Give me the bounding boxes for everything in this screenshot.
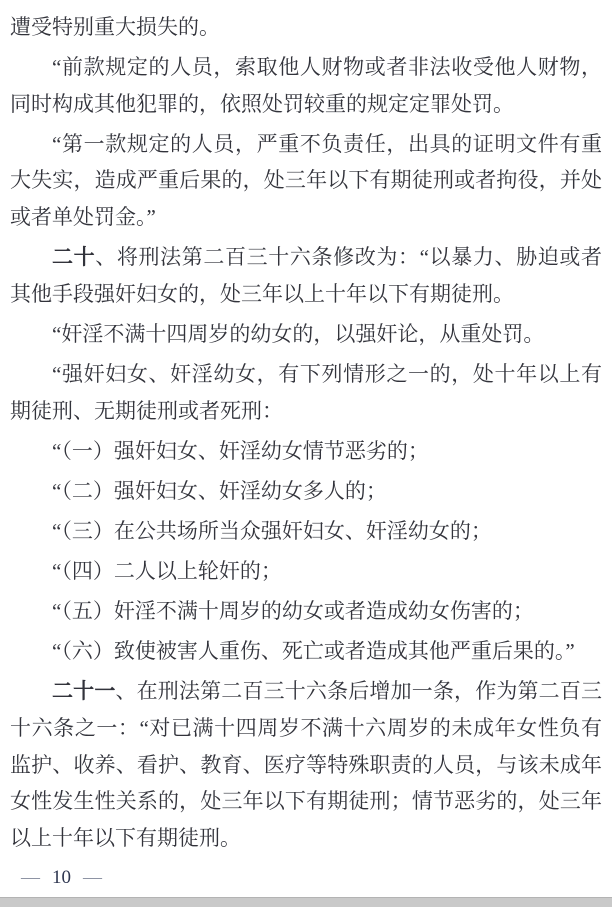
paragraph-text: 、将刑法第二百三十六条修改为：“以暴力、胁迫或者其他手段强奸妇女的，处三年以上十年以下有期徒刑。: [10, 244, 603, 306]
paragraph-text: “（一）强奸妇女、奸淫幼女情节恶劣的；: [52, 438, 429, 463]
paragraph: [10, 673, 602, 857]
paragraph-text: 遭受特别重大损失的。: [10, 15, 220, 39]
viewer-bottom-edge: [0, 897, 612, 907]
paragraph-text: “（三）在公共场所当众强奸妇女、奸淫幼女的；: [52, 518, 492, 543]
paragraph: [10, 553, 602, 590]
section-number-bold: 二十一: [52, 679, 116, 703]
paragraph: [10, 633, 602, 670]
paragraph-text: “（五）奸淫不满十周岁的幼女或者造成幼女伤害的；: [52, 598, 534, 623]
footer-right-dash: —: [83, 867, 102, 888]
paragraph: [10, 433, 602, 470]
page-number-footer: [21, 866, 102, 890]
paragraph-text: “强奸妇女、奸淫幼女，有下列情形之一的，处十年以上有期徒刑、无期徒刑或者死刑：: [10, 362, 602, 423]
paragraph: [10, 316, 602, 353]
paragraph-text: “（二）强奸妇女、奸淫幼女多人的；: [52, 478, 387, 503]
paragraph-text: “奸淫不满十四周岁的幼女的，以强奸论，从重处罚。: [52, 322, 545, 346]
section-number-bold: 二十: [52, 245, 96, 269]
paragraph: [10, 9, 602, 46]
paragraph: [10, 239, 602, 313]
page-number: 10: [52, 867, 71, 888]
paragraph: [10, 593, 602, 630]
paragraph-text: “（六）致使被害人重伤、死亡或者造成其他严重后果的。”: [52, 638, 575, 663]
footer-left-dash: —: [21, 867, 40, 888]
paragraph: [10, 356, 602, 429]
paragraph-text: “（四）二人以上轮奸的；: [52, 558, 282, 583]
paragraph-text: “第一款规定的人员，严重不负责任，出具的证明文件有重大失实，造成严重后果的，处三年以下有期徒刑或者拘役，并处或者单处罚金。”: [10, 131, 602, 229]
paragraph: [10, 513, 602, 550]
paragraph: [10, 473, 602, 510]
paragraph: [10, 49, 602, 122]
document-body: [10, 9, 602, 860]
paragraph-text: 、在刑法第二百三十六条后增加一条，作为第二百三十六条之一：“对已满十四周岁不满十六周岁的未成年女性负有监护、收养、看护、教育、医疗等特殊职责的人员，与该未成年女性发生性关系的，处三年以下有期徒刑；情节恶劣的，处三年以上十年以下有期徒刑。: [10, 678, 603, 850]
paragraph: [10, 126, 602, 236]
paragraph-text: “前款规定的人员，索取他人财物或者非法收受他人财物，同时构成其他犯罪的，依照处罚较重的规定定罪处罚。: [10, 55, 602, 116]
